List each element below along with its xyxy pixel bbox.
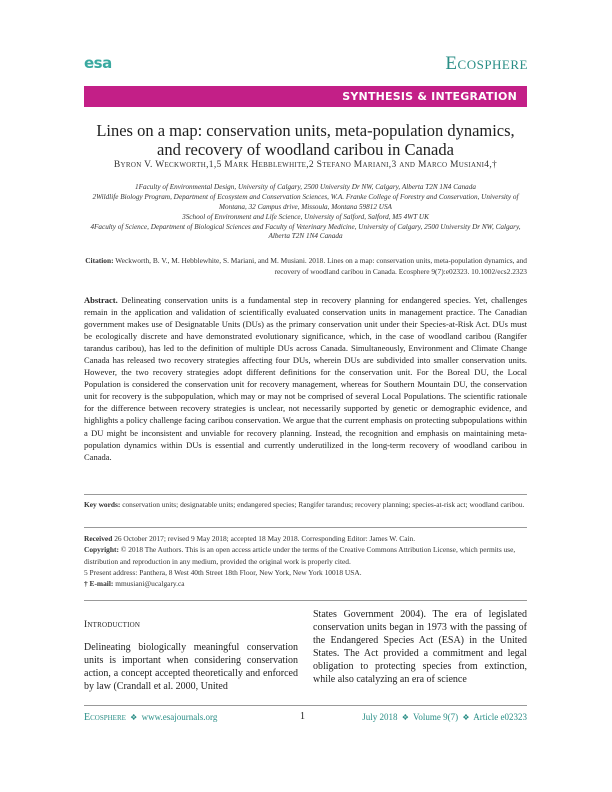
- citation-text: Weckworth, B. V., M. Hebblewhite, S. Mariani, and M. Musiani. 2018. Lines on a map: conservation units, meta-population dynamics, and recovery of woodland caribou in Canada. Ecosphere 9(7):e02323. 10.1002/ecs2.2323: [115, 256, 527, 276]
- affiliation-2: 2Wildlife Biology Program, Department of Ecosystem and Conservation Sciences, W.A. Franke College of Forestry and Conservation, University of Montana, 32 Campus drive, Missoula, Montana 59812 USA: [92, 193, 519, 211]
- diamond-icon: ❖: [462, 713, 470, 722]
- abstract-label: Abstract.: [84, 295, 118, 305]
- section-banner: SYNTHESIS & INTEGRATION: [84, 86, 527, 107]
- diamond-icon: ❖: [130, 713, 138, 722]
- article-info: [84, 533, 527, 589]
- copyright-text: © 2018 The Authors. This is an open access article under the terms of the Creative Commons Attribution License, which permits use, distribution and reproduction in any medium, provided the original work is properly cited.: [84, 545, 516, 566]
- esa-logo: esa: [84, 54, 112, 72]
- email-line: [84, 578, 527, 589]
- present-address: 5 Present address: Panthera, 8 West 40th Street 18th Floor, New York, New York 10018 USA.: [84, 567, 362, 577]
- footer-journal: Ecosphere: [84, 712, 126, 723]
- citation: [84, 256, 527, 277]
- affiliation-3: 3School of Environment and Life Science, University of Salford, Salford, M5 4WT UK: [182, 212, 429, 221]
- footer-right: [362, 712, 527, 722]
- copyright-label: Copyright:: [84, 545, 119, 555]
- received-line: [84, 533, 527, 544]
- keywords: [84, 500, 527, 511]
- keywords-text: conservation units; designatable units; endangered species; Rangifer tarandus; recovery planning; species-at-risk act; woodland caribou.: [122, 500, 525, 509]
- author-list: Byron V. Weckworth,1,5 Mark Hebblewhite,2 Stefano Mariani,3 and Marco Musiani4,†: [113, 160, 498, 170]
- body-column-left: Delineating biologically meaningful conservation units is important when considering conservation action, a concept accepted theoretically and enforced by law (Crandall et al. 2000, United: [84, 642, 298, 692]
- received-text: 26 October 2017; revised 9 May 2018; accepted 18 May 2018. Corresponding Editor: James W. Cain.: [114, 534, 416, 543]
- footer-url[interactable]: www.esajournals.org: [141, 712, 218, 722]
- affiliations: [84, 183, 527, 243]
- abstract-text: Delineating conservation units is a fundamental step in recovery planning for endangered species. Yet, challenges remain in the application and validation of scientifically evaluated conservation units in management practice. The Canadian government makes use of Designatable Units (DUs) as the primary conservation unit under their Species-at-Risk Act. DUs must be ecologically discrete and have demonstrated evolutionary significance, which, in the case of woodland caribou (Rangifer tarandus caribou), has led to the definition of multiple DUs across Canada. Simultaneously, Environment and Climate Change Canada has released two recovery strategies affecting four DUs, wherein DUs are subdivided into smaller conservation units. However, the two recovery strategies adopt different definitions for the conservation unit. For the Boreal DU, the Local Population is considered the conservation unit for recovery management, whereas for Southern Mountain DU, the conservation unit for recovery is the subpopulation, which may or may not be comprised of several Local Populations. The scientific rationale for the difference between recovery strategies is unclear, not necessarily supported by genetic or demographic evidence, and highlights a policy challenge facing caribou conservation. We argue that the current emphasis on protecting subpopulations within a DU might be inconsistent and unviable for recovery planning. Instead, the recognition and emphasis on maintaining meta-population dynamics within DUs is essential and currently underutilized in the long-term recovery of woodland caribou in Canada.: [84, 295, 527, 462]
- email-link[interactable]: mmusiani@ucalgary.ca: [115, 579, 185, 589]
- section-heading-introduction: Introduction: [84, 620, 141, 630]
- email-label: † E-mail:: [84, 579, 114, 589]
- journal-name: Ecosphere: [445, 53, 528, 74]
- keywords-label: Key words:: [84, 500, 121, 509]
- divider: [84, 600, 527, 601]
- page-number: 1: [300, 711, 305, 722]
- affiliation-1: 1Faculty of Environmental Design, University of Calgary, 2500 University Dr NW, Calgary, Alberta T2N 1N4 Canada: [135, 183, 476, 191]
- divider: [84, 527, 527, 528]
- article-title: Lines on a map: conservation units, meta-population dynamics, and recovery of woodland caribou in Canada: [96, 121, 515, 159]
- footer-divider: [84, 705, 527, 706]
- citation-label: Citation:: [85, 256, 114, 265]
- received-label: Received: [84, 534, 113, 543]
- abstract: [84, 294, 527, 463]
- body-column-right: States Government 2004). The era of legislated conservation units began in 1973 with the passing of the Endangered Species Act (ESA) in the United States. The Act provided a commitment and legal obligation to protecting species from extinction, while also catalyzing an era of science: [313, 609, 527, 685]
- divider: [84, 494, 527, 495]
- footer-date: July 2018: [362, 712, 398, 722]
- copyright-line: [84, 544, 527, 567]
- affiliation-4: 4Faculty of Science, Department of Biological Sciences and Faculty of Veterinary Medicine, University of Calgary, 2500 University Dr NW, Calgary, Alberta T2N 1N4 Canada: [90, 222, 521, 241]
- footer-volume: Volume 9(7): [412, 712, 459, 722]
- footer-left: [84, 712, 217, 723]
- footer-article: Article e02323: [473, 712, 527, 722]
- diamond-icon: ❖: [401, 713, 409, 722]
